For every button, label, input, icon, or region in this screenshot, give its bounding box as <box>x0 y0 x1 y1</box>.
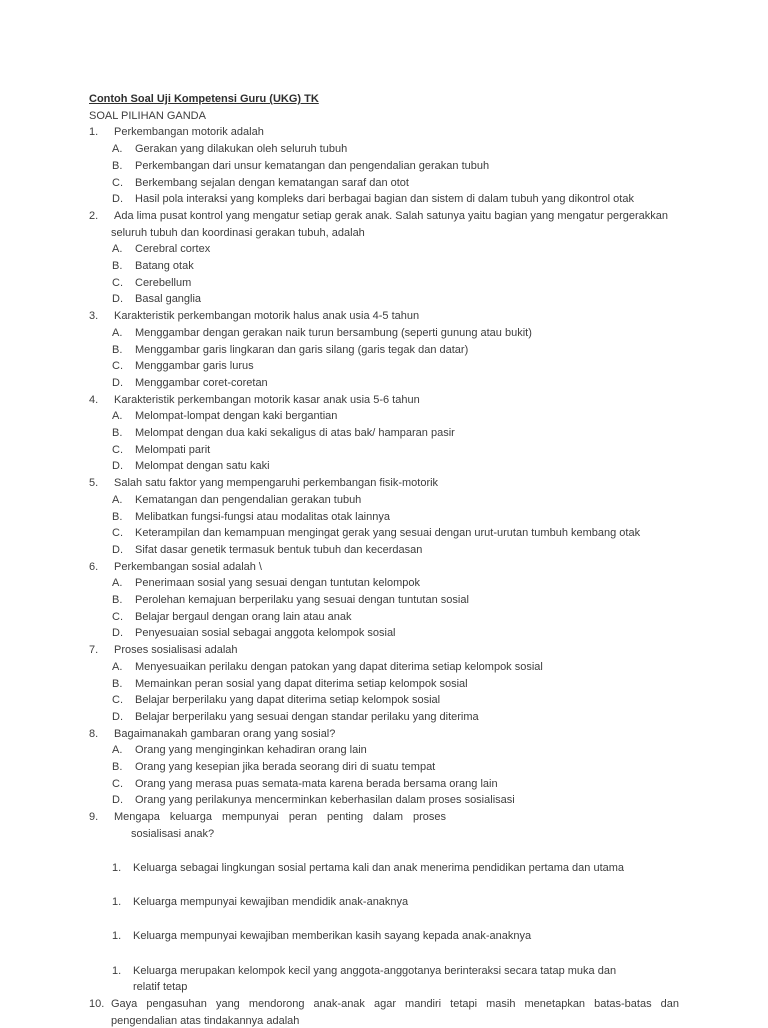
option-letter: A. <box>112 326 123 339</box>
option-letter: C. <box>112 694 123 707</box>
option-letter: D. <box>112 543 123 556</box>
option-letter: A. <box>112 660 123 673</box>
list-item-number: 1. <box>112 895 122 908</box>
option-letter: D. <box>112 193 123 206</box>
question-number: 7. <box>89 644 99 657</box>
option-letter: A. <box>112 243 123 256</box>
option-text: Orang yang kesepian jika berada seorang diri di suatu tempat <box>135 761 436 773</box>
option-letter: A. <box>112 577 123 590</box>
option-letter: D. <box>112 794 123 807</box>
option-letter: B. <box>112 594 123 606</box>
question-number: 10. <box>89 998 105 1010</box>
option-letter: A. <box>112 493 123 506</box>
question-number: 5. <box>89 477 99 490</box>
option-text: Berkembang sejalan dengan kematangan saraf dan otot <box>135 176 409 189</box>
option-letter: D. <box>112 627 123 640</box>
question-number: 3. <box>89 310 99 323</box>
question-text: pengendalian atas tindakannya adalah <box>111 1014 300 1027</box>
option-text: Perkembangan dari unsur kematangan dan pengendalian gerakan tubuh <box>135 159 490 172</box>
option-text: Belajar bergaul dengan orang lain atau anak <box>135 610 352 623</box>
option-letter: C. <box>112 777 123 790</box>
option-text: Menyesuaikan perilaku dengan patokan yang dapat diterima setiap kelompok sosial <box>135 660 543 673</box>
list-item-text: Keluarga mempunyai kewajiban memberikan kasih sayang kepada anak-anaknya <box>133 930 532 943</box>
option-text: Penyesuaian sosial sebagai anggota kelompok sosial <box>135 627 396 640</box>
option-letter: D. <box>112 293 123 306</box>
list-item-text: Keluarga merupakan kelompok kecil yang anggota-anggotanya berinteraksi secara tatap muka dan <box>133 964 617 977</box>
question-text: Salah satu faktor yang mempengaruhi perkembangan fisik-motorik <box>114 477 439 490</box>
question-text: Ada lima pusat kontrol yang mengatur setiap gerak anak. Salah satunya yaitu bagian yang mengatur pergerakkan <box>114 209 669 222</box>
option-letter: D. <box>112 710 123 723</box>
list-item-number: 1. <box>112 964 122 977</box>
option-letter: C. <box>112 276 123 289</box>
question-number: 9. <box>89 811 99 824</box>
option-letter: A. <box>112 410 123 423</box>
question-number: 6. <box>89 560 99 573</box>
option-text: Melompat dengan satu kaki <box>135 460 270 473</box>
option-text: Menggambar garis lingkaran dan garis silang (garis tegak dan datar) <box>135 343 469 356</box>
option-text: Keterampilan dan kemampuan mengingat gerak yang sesuai dengan urut-urutan tumbuh kembang otak <box>135 527 641 540</box>
option-letter: B. <box>112 761 123 773</box>
option-text: Menggambar dengan gerakan naik turun bersambung (seperti gunung atau bukit) <box>135 326 532 339</box>
list-item-text: relatif tetap <box>133 981 188 994</box>
option-letter: C. <box>112 610 123 623</box>
option-text: Melompati parit <box>135 443 211 456</box>
option-letter: A. <box>112 744 123 757</box>
option-text: Sifat dasar genetik termasuk bentuk tubuh dan kecerdasan <box>135 543 423 556</box>
question-text: Proses sosialisasi adalah <box>114 644 238 657</box>
option-text: Gerakan yang dilakukan oleh seluruh tubuh <box>135 143 348 156</box>
question-text: Karakteristik perkembangan motorik halus anak usia 4-5 tahun <box>114 310 420 323</box>
list-item-number: 1. <box>112 861 122 874</box>
option-letter: B. <box>112 343 123 356</box>
list-item-number: 1. <box>112 930 122 943</box>
option-text: Basal ganglia <box>135 293 202 306</box>
option-letter: D. <box>112 460 123 473</box>
option-text: Orang yang menginginkan kehadiran orang lain <box>135 744 367 757</box>
option-text: Memainkan peran sosial yang dapat diterima setiap kelompok sosial <box>135 677 468 690</box>
option-letter: B. <box>112 510 123 523</box>
option-text: Cerebral cortex <box>135 243 211 256</box>
question-text: Gaya pengasuhan yang mendorong anak-anak agar mandiri tetapi masih menetapkan batas-batas dan <box>111 998 679 1010</box>
question-text: Perkembangan sosial adalah \ <box>114 560 262 573</box>
question-number: 4. <box>89 393 99 406</box>
question-text: Perkembangan motorik adalah <box>114 126 264 139</box>
page-title: Contoh Soal Uji Kompetensi Guru (UKG) TK <box>89 93 319 105</box>
option-text: Melompat-lompat dengan kaki bergantian <box>135 410 338 423</box>
option-text: Penerimaan sosial yang sesuai dengan tuntutan kelompok <box>135 577 420 590</box>
option-text: Melompat dengan dua kaki sekaligus di atas bak/ hamparan pasir <box>135 427 455 439</box>
list-item-text: Keluarga sebagai lingkungan sosial pertama kali dan anak menerima pendidikan pertama dan utama <box>133 861 625 874</box>
question-text: Karakteristik perkembangan motorik kasar anak usia 5-6 tahun <box>114 393 420 406</box>
question-number: 2. <box>89 209 99 222</box>
option-letter: C. <box>112 176 123 189</box>
option-text: Belajar berperilaku yang dapat diterima setiap kelompok sosial <box>135 694 441 707</box>
option-letter: B. <box>112 427 123 439</box>
option-text: Menggambar coret-coretan <box>135 376 268 389</box>
option-letter: C. <box>112 443 123 456</box>
option-letter: B. <box>112 260 123 272</box>
question-number: 1. <box>89 126 99 139</box>
option-text: Perolehan kemajuan berperilaku yang sesuai dengan tuntutan sosial <box>135 594 469 606</box>
question-text: Bagaimanakah gambaran orang yang sosial? <box>114 727 336 740</box>
option-letter: C. <box>112 527 123 540</box>
question-text: sosialisasi anak? <box>131 827 215 840</box>
option-text: Batang otak <box>135 260 194 272</box>
option-text: Cerebellum <box>135 276 192 289</box>
option-letter: B. <box>112 159 123 172</box>
option-letter: A. <box>112 143 123 156</box>
option-letter: D. <box>112 376 123 389</box>
option-text: Orang yang perilakunya mencerminkan keberhasilan dalam proses sosialisasi <box>135 794 515 807</box>
option-text: Kematangan dan pengendalian gerakan tubuh <box>135 493 362 506</box>
option-letter: B. <box>112 677 123 690</box>
option-text: Melibatkan fungsi-fungsi atau modalitas otak lainnya <box>135 510 390 523</box>
question-number: 8. <box>89 727 99 740</box>
option-text: Orang yang merasa puas semata-mata karena berada bersama orang lain <box>135 777 498 790</box>
option-text: Menggambar garis lurus <box>135 360 254 373</box>
option-letter: C. <box>112 360 123 373</box>
section-heading: SOAL PILIHAN GANDA <box>89 109 206 122</box>
option-text: Hasil pola interaksi yang kompleks dari berbagai bagian dan sistem di dalam tubuh yang dikontrol otak <box>135 193 634 206</box>
list-item-text: Keluarga mempunyai kewajiban mendidik anak-anaknya <box>133 895 409 908</box>
question-text: Mengapa keluarga mempunyai peran penting dalam proses <box>114 811 446 824</box>
question-text: seluruh tubuh dan koordinasi gerakan tubuh, adalah <box>111 226 365 239</box>
option-text: Belajar berperilaku yang sesuai dengan standar perilaku yang diterima <box>135 710 479 723</box>
